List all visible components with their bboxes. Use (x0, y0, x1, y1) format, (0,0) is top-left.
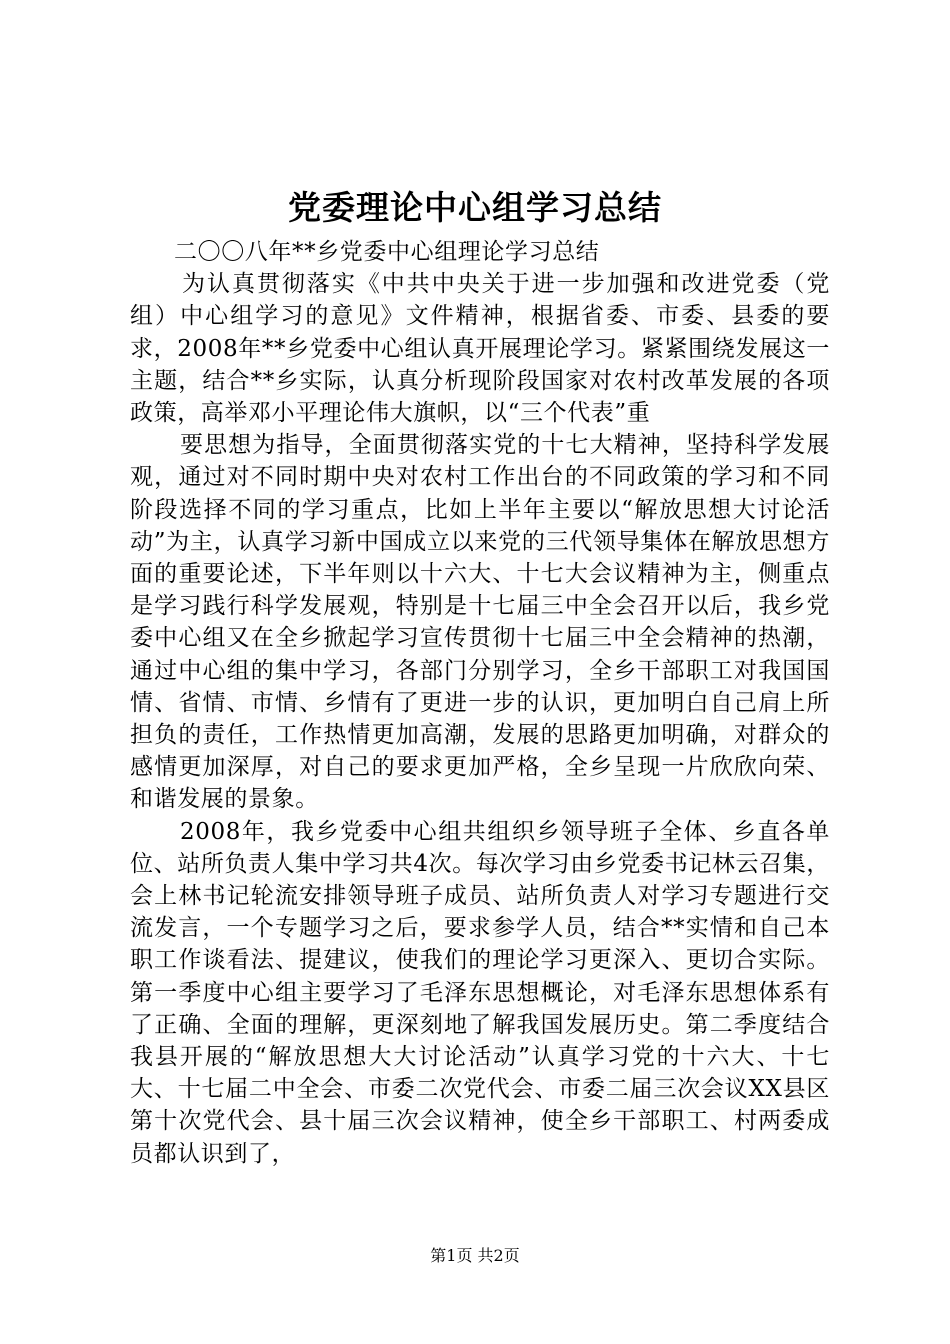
document-body (130, 236, 830, 1170)
paragraph-guidance: 要思想为指导，全面贯彻落实党的十七大精神，坚持科学发展观，通过对不同时期中央对农村工作出台的不同政策的学习和不同阶段选择不同的学习重点，比如上半年主要以“解放思想大讨论活动”为主，认真学习新中国成立以来党的三代领导集体在解放思想方面的重要论述，下半年则以十六大、十七大会议精神为主，侧重点是学习践行科学发展观，特别是十七届三中全会召开以后，我乡党委中心组又在全乡掀起学习宣传贯彻十七届三中全会精神的热潮，通过中心组的集中学习，各部门分别学习，全乡干部职工对我国国情、省情、市情、乡情有了更进一步的认识，更加明白自己肩上所担负的责任，工作热情更加高潮，发展的思路更加明确，对群众的感情更加深厚，对自己的要求更加严格，全乡呈现一片欣欣向荣、和谐发展的景象。 (130, 432, 830, 813)
paragraph-2008-study: 2008年，我乡党委中心组共组织乡领导班子全体、乡直各单位、站所负责人集中学习共4次。每次学习由乡党委书记林云召集，会上林书记轮流安排领导班子成员、站所负责人对学习专题进行交流发言，一个专题学习之后，要求参学人员，结合**实情和自己本职工作谈看法、提建议，使我们的理论学习更深入、更切合实际。第一季度中心组主要学习了毛泽东思想概论，对毛泽东思想体系有了正确、全面的理解，更深刻地了解我国发展历史。第二季度结合我县开展的“解放思想大大讨论活动”认真学习党的十六大、十七大、十七届二中全会、市委二次党代会、市委二届三次会议XX县区第十次党代会、县十届三次会议精神，使全乡干部职工、村两委成员都认识到了， (130, 818, 830, 1167)
page-footer: 第1页 共2页 (430, 1246, 520, 1265)
document-subtitle: 二〇〇八年**乡党委中心组理论学习总结 (174, 239, 600, 265)
paragraph-intro: 为认真贯彻落实《中共中央关于进一步加强和改进党委（党组）中心组学习的意见》文件精神，根据省委、市委、县委的要求，2008年**乡党委中心组认真开展理论学习。紧紧围绕发展这一主题，结合**乡实际，认真分析现阶段国家对农村改革发展的各项政策，高举邓小平理论伟大旗帜，以“三个代表”重 (130, 271, 830, 427)
document-title: 党委理论中心组学习总结 (288, 188, 662, 227)
